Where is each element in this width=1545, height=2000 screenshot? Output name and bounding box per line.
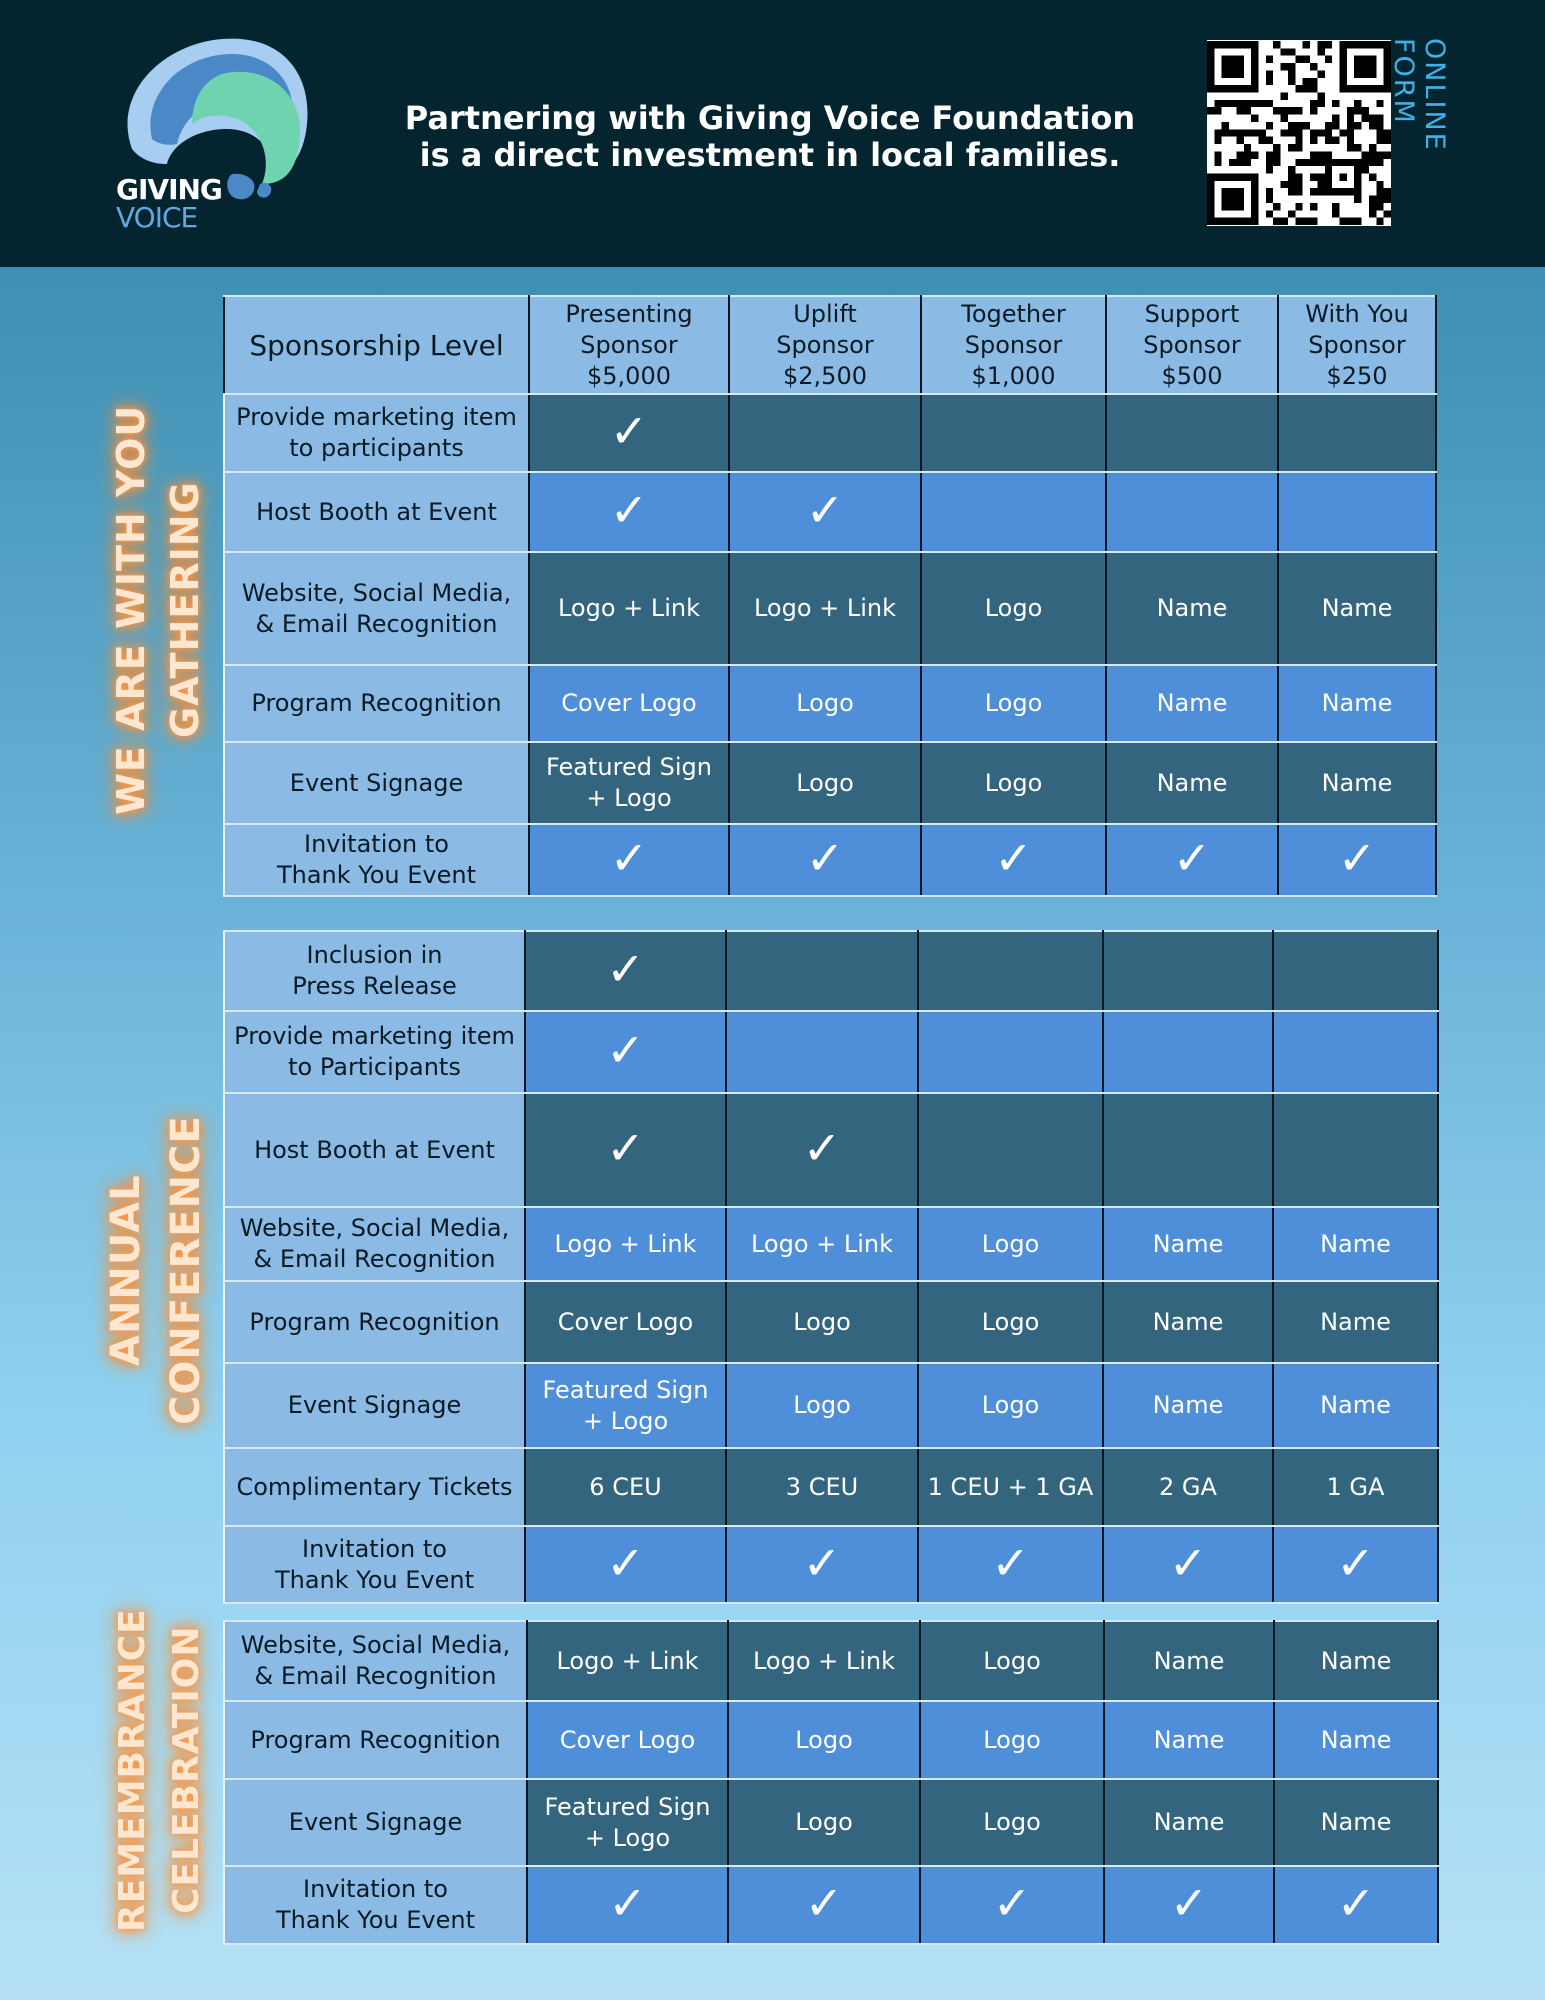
benefit-cell	[1106, 824, 1278, 896]
benefit-cell	[1278, 824, 1436, 896]
benefit-cell	[527, 1866, 728, 1944]
benefit-value: 1 GA	[1326, 1472, 1385, 1501]
benefit-value: Name	[1320, 1725, 1392, 1754]
benefit-cell	[1104, 1701, 1274, 1779]
benefit-label	[224, 1621, 527, 1701]
benefit-cell	[918, 1093, 1103, 1207]
benefit-cell	[920, 1621, 1104, 1701]
benefit-value: Featured Sign + Logo	[546, 753, 712, 812]
benefit-cell	[728, 1621, 920, 1701]
benefit-cell	[1103, 1363, 1273, 1448]
benefit-cell	[1273, 1281, 1438, 1363]
benefit-value: Logo + Link	[753, 594, 897, 622]
table-row	[224, 1779, 1438, 1866]
benefit-value: Name	[1320, 1229, 1391, 1258]
checkmark-icon: ✓	[609, 831, 649, 885]
benefit-value: Logo	[981, 1307, 1040, 1336]
headline-line-2: is a direct investment in local families.	[419, 136, 1121, 174]
benefit-value: Logo	[984, 689, 1043, 717]
benefit-cell	[529, 824, 729, 896]
benefit-cell	[726, 1363, 918, 1448]
benefit-value: Name	[1320, 1646, 1392, 1675]
benefit-value: Name	[1321, 689, 1393, 717]
checkmark-icon: ✓	[1336, 1535, 1375, 1590]
benefit-value: 6 CEU	[589, 1472, 662, 1501]
tier-header	[921, 296, 1106, 394]
benefit-cell	[525, 1281, 726, 1363]
benefit-value: 1 CEU + 1 GA	[927, 1472, 1094, 1501]
section-title-line-2: CELEBRATION	[166, 1625, 207, 1915]
benefit-cell	[529, 742, 729, 824]
checkmark-icon: ✓	[805, 831, 845, 885]
benefit-label-line: Event Signage	[289, 768, 464, 797]
benefit-label-line: Website, Social Media,	[239, 1214, 510, 1242]
benefit-cell	[1104, 1621, 1274, 1701]
sponsorship-table-remembrance	[223, 1620, 1439, 1945]
benefit-cell	[1103, 1207, 1273, 1281]
benefit-cell	[1106, 472, 1278, 552]
benefit-cell	[525, 1207, 726, 1281]
benefit-value: Name	[1156, 689, 1228, 717]
table-row	[224, 1281, 1438, 1363]
benefit-label-line: Thank You Event	[275, 1906, 476, 1934]
benefit-cell	[527, 1621, 728, 1701]
benefit-label	[224, 1207, 525, 1281]
benefit-label	[224, 1011, 525, 1093]
tier-header-name: Support	[1144, 299, 1240, 328]
benefit-cell	[529, 552, 729, 665]
benefit-cell	[525, 931, 726, 1011]
sponsorship-table-conference	[223, 930, 1439, 1604]
benefit-value: Logo	[984, 768, 1043, 797]
benefit-cell	[921, 552, 1106, 665]
online-form-label[interactable]: ONLINE FORM	[1388, 38, 1450, 152]
qr-code-icon[interactable]	[1207, 40, 1391, 226]
checkmark-icon: ✓	[994, 831, 1033, 885]
benefit-value: Logo	[796, 768, 854, 797]
benefit-label-line: Program Recognition	[250, 1725, 501, 1754]
benefit-cell	[1104, 1779, 1274, 1866]
benefit-cell	[1103, 1093, 1273, 1207]
benefit-label	[224, 1363, 525, 1448]
header-row	[224, 296, 1436, 394]
benefit-cell	[726, 1281, 918, 1363]
section-title-remembrance	[106, 1605, 214, 1935]
sponsorship-level-header: Sponsorship Level	[224, 296, 529, 394]
tier-header-price: $5,000	[587, 361, 671, 390]
tier-header-price: $2,500	[783, 361, 867, 390]
tier-header-name: Uplift	[793, 299, 857, 328]
section-title-line-1: REMEMBRANCE	[112, 1608, 153, 1932]
table-row	[224, 552, 1436, 665]
checkmark-icon: ✓	[1337, 831, 1377, 885]
benefit-value: Name	[1153, 1646, 1225, 1675]
benefit-label	[224, 931, 525, 1011]
benefit-cell	[726, 1093, 918, 1207]
benefit-cell	[1104, 1866, 1274, 1944]
benefit-label	[224, 394, 529, 472]
benefit-cell	[726, 1526, 918, 1603]
benefit-cell	[726, 1011, 918, 1093]
benefit-cell	[1274, 1866, 1438, 1944]
benefit-cell	[1278, 552, 1436, 665]
benefit-label	[224, 665, 529, 742]
checkmark-icon: ✓	[991, 1535, 1030, 1590]
benefit-label-line: Thank You Event	[274, 1565, 475, 1594]
section-title-line-2: GATHERING	[163, 481, 207, 739]
benefit-value: Logo	[983, 1808, 1041, 1836]
benefit-label	[224, 1866, 527, 1944]
table-row	[224, 1363, 1438, 1448]
section-title-line-2: CONFERENCE	[163, 1115, 209, 1425]
benefit-cell	[1103, 931, 1273, 1011]
tier-header-name: Sponsor	[776, 330, 874, 359]
benefit-cell	[729, 394, 921, 472]
benefit-cell	[918, 931, 1103, 1011]
benefit-cell	[918, 1011, 1103, 1093]
benefit-label	[224, 824, 529, 896]
benefit-value: Logo + Link	[752, 1646, 896, 1675]
benefit-cell	[921, 742, 1106, 824]
benefit-value: Logo	[983, 1646, 1041, 1675]
tier-header-name: Together	[961, 299, 1066, 328]
benefit-cell	[529, 394, 729, 472]
checkmark-icon: ✓	[1168, 1535, 1208, 1590]
benefit-cell	[1278, 742, 1436, 824]
benefit-label-line: & Email Recognition	[253, 1245, 496, 1273]
benefit-cell	[1273, 1363, 1438, 1448]
section-title-line-1: ANNUAL	[103, 1174, 149, 1366]
benefit-label-line: Host Booth at Event	[254, 1135, 495, 1164]
logo-wordmark	[116, 173, 222, 234]
checkmark-icon: ✓	[609, 483, 649, 537]
benefit-cell	[529, 665, 729, 742]
benefit-cell	[728, 1779, 920, 1866]
benefit-label-line: Host Booth at Event	[256, 497, 497, 526]
table-row	[224, 1011, 1438, 1093]
benefit-value: Name	[1320, 1307, 1391, 1336]
tier-header-name: With You	[1305, 299, 1409, 328]
benefit-cell	[728, 1866, 920, 1944]
checkmark-icon: ✓	[802, 1535, 842, 1590]
checkmark-icon: ✓	[609, 404, 649, 458]
benefit-label-line: Website, Social Media,	[241, 578, 512, 607]
benefit-value: Cover Logo	[561, 689, 697, 717]
benefit-label-line: Website, Social Media,	[240, 1631, 511, 1659]
table-row	[224, 1526, 1438, 1603]
benefit-cell	[726, 1448, 918, 1526]
sponsorship-table-gathering	[223, 295, 1437, 897]
benefit-cell	[921, 472, 1106, 552]
benefit-cell	[529, 472, 729, 552]
tier-header-name: Sponsor	[1143, 330, 1241, 359]
benefit-cell	[1274, 1701, 1438, 1779]
benefit-label-line: Inclusion in	[306, 941, 443, 969]
checkmark-icon: ✓	[608, 1876, 647, 1930]
benefit-label-line: Invitation to	[303, 1875, 448, 1903]
benefit-cell	[726, 931, 918, 1011]
benefit-cell	[1103, 1448, 1273, 1526]
table-row	[224, 1448, 1438, 1526]
benefit-value: Logo	[795, 1808, 853, 1836]
benefit-cell	[525, 1363, 726, 1448]
benefit-cell	[1273, 1093, 1438, 1207]
checkmark-icon: ✓	[1169, 1876, 1209, 1930]
checkmark-icon: ✓	[606, 942, 645, 996]
benefit-value: Name	[1152, 1307, 1224, 1336]
benefit-value: Logo	[981, 1391, 1040, 1419]
table-row	[224, 1866, 1438, 1944]
benefit-cell	[1274, 1779, 1438, 1866]
logo-line-2: VOICE	[116, 201, 198, 234]
benefit-value: Logo	[984, 594, 1043, 622]
benefit-cell	[1103, 1526, 1273, 1603]
benefit-label-line: to Participants	[288, 1053, 461, 1081]
benefit-cell	[525, 1526, 726, 1603]
checkmark-icon: ✓	[606, 1023, 645, 1077]
benefit-label-line: Press Release	[292, 972, 457, 1000]
table-row	[224, 1093, 1438, 1207]
benefit-value: Logo	[793, 1307, 851, 1336]
benefit-label-line: Program Recognition	[251, 689, 502, 717]
benefit-cell	[920, 1779, 1104, 1866]
table-row	[224, 742, 1436, 824]
benefit-value: Logo + Link	[557, 594, 701, 622]
benefit-value: Cover Logo	[559, 1725, 696, 1754]
benefit-cell	[1274, 1621, 1438, 1701]
benefit-value: 2 GA	[1159, 1472, 1217, 1501]
benefit-cell	[527, 1779, 728, 1866]
benefit-cell	[729, 552, 921, 665]
benefit-value: Name	[1321, 768, 1393, 797]
benefit-cell	[1273, 1448, 1438, 1526]
benefit-cell	[1278, 472, 1436, 552]
benefit-label	[224, 1093, 525, 1207]
benefit-label-line: Complimentary Tickets	[236, 1472, 513, 1501]
benefit-label-line: Provide marketing item	[236, 403, 517, 431]
tier-header-name: Sponsor	[964, 330, 1063, 359]
logo-line-1: GIVING	[116, 173, 222, 206]
benefit-cell	[921, 824, 1106, 896]
tier-header	[529, 296, 729, 394]
benefit-cell	[921, 394, 1106, 472]
tier-header-price: $1,000	[971, 361, 1056, 390]
benefit-label	[224, 552, 529, 665]
checkmark-icon: ✓	[1336, 1876, 1376, 1930]
benefit-value: Logo + Link	[556, 1646, 699, 1675]
benefit-value: Logo + Link	[554, 1229, 697, 1258]
benefit-cell	[918, 1526, 1103, 1603]
table-row	[224, 1701, 1438, 1779]
header-banner	[0, 0, 1545, 267]
section-title-gathering	[104, 400, 212, 820]
benefit-cell	[726, 1207, 918, 1281]
headline-line-1: Partnering with Giving Voice Foundation	[404, 99, 1136, 137]
benefit-label	[224, 1526, 525, 1603]
benefit-value: Name	[1153, 1808, 1225, 1836]
tier-header	[729, 296, 921, 394]
table-row	[224, 824, 1436, 896]
checkmark-icon: ✓	[1172, 831, 1212, 885]
tier-header	[1106, 296, 1278, 394]
benefit-label-line: to participants	[289, 434, 464, 462]
benefit-label-line: Event Signage	[288, 1808, 463, 1836]
benefit-cell	[729, 665, 921, 742]
checkmark-icon: ✓	[804, 1876, 844, 1930]
checkmark-icon: ✓	[992, 1876, 1032, 1930]
benefit-cell	[1103, 1281, 1273, 1363]
benefit-cell	[527, 1701, 728, 1779]
section-title-line-1: WE ARE WITH YOU	[109, 404, 153, 816]
tier-header	[1278, 296, 1436, 394]
benefit-value: Name	[1320, 1808, 1392, 1836]
table-row	[224, 394, 1436, 472]
benefit-label	[224, 1281, 525, 1363]
benefit-cell	[1273, 1011, 1438, 1093]
benefit-cell	[1278, 665, 1436, 742]
benefit-cell	[525, 1448, 726, 1526]
tier-header-name: Presenting	[565, 299, 693, 328]
benefit-label-line: Invitation to	[302, 1534, 447, 1563]
benefit-value: Featured Sign + Logo	[544, 1792, 711, 1852]
benefit-value: Name	[1152, 1391, 1224, 1419]
benefit-value: Featured Sign + Logo	[542, 1375, 709, 1435]
benefit-cell	[918, 1207, 1103, 1281]
section-title-conference	[96, 1110, 216, 1430]
table-row	[224, 931, 1438, 1011]
benefit-label-line: Program Recognition	[249, 1307, 500, 1336]
benefit-label-line: Invitation to	[304, 830, 449, 858]
table-row	[224, 665, 1436, 742]
benefit-cell	[1273, 1207, 1438, 1281]
benefit-value: Logo	[983, 1725, 1041, 1754]
benefit-cell	[1273, 1526, 1438, 1603]
benefit-cell	[729, 742, 921, 824]
benefit-label-line: Thank You Event	[276, 861, 477, 889]
benefit-label	[224, 1701, 527, 1779]
benefit-value: Cover Logo	[557, 1307, 694, 1336]
benefit-cell	[920, 1701, 1104, 1779]
page-headline	[380, 100, 1160, 174]
benefit-value: Logo	[795, 1725, 853, 1754]
benefit-label-line: & Email Recognition	[255, 609, 498, 638]
table-row	[224, 472, 1436, 552]
benefit-cell	[918, 1363, 1103, 1448]
checkmark-icon: ✓	[606, 1535, 645, 1590]
benefit-cell	[525, 1011, 726, 1093]
benefit-cell	[729, 824, 921, 896]
benefit-value: Name	[1153, 1725, 1225, 1754]
benefit-label	[224, 742, 529, 824]
benefit-label-line: Event Signage	[287, 1391, 462, 1419]
benefit-value: Name	[1156, 594, 1228, 622]
benefit-label	[224, 472, 529, 552]
tier-header-name: Sponsor	[1308, 330, 1406, 359]
table-row	[224, 1621, 1438, 1701]
benefit-value: Name	[1152, 1229, 1224, 1258]
benefit-value: Name	[1321, 594, 1393, 622]
tier-header-price: $250	[1326, 361, 1388, 390]
benefit-cell	[525, 1093, 726, 1207]
benefit-cell	[921, 665, 1106, 742]
benefit-value: 3 CEU	[785, 1472, 859, 1501]
table-row	[224, 1207, 1438, 1281]
benefit-cell	[1106, 552, 1278, 665]
benefit-value: Logo	[981, 1229, 1040, 1258]
benefit-cell	[918, 1281, 1103, 1363]
benefit-value: Logo	[796, 689, 854, 717]
benefit-cell	[1103, 1011, 1273, 1093]
benefit-cell	[1106, 742, 1278, 824]
benefit-label-line: Provide marketing item	[234, 1022, 515, 1050]
tier-header-price: $500	[1161, 361, 1223, 390]
benefit-value: Logo	[793, 1391, 851, 1419]
benefit-cell	[1273, 931, 1438, 1011]
tier-header-name: Sponsor	[580, 330, 678, 359]
benefit-cell	[918, 1448, 1103, 1526]
checkmark-icon: ✓	[805, 483, 845, 537]
benefit-value: Name	[1320, 1391, 1391, 1419]
benefit-value: Name	[1156, 768, 1228, 797]
benefit-cell	[1278, 394, 1436, 472]
benefit-label	[224, 1448, 525, 1526]
benefit-cell	[1106, 665, 1278, 742]
benefit-cell	[920, 1866, 1104, 1944]
benefit-label	[224, 1779, 527, 1866]
benefit-cell	[729, 472, 921, 552]
benefit-value: Logo + Link	[750, 1229, 894, 1258]
benefit-cell	[728, 1701, 920, 1779]
checkmark-icon: ✓	[802, 1121, 842, 1175]
benefit-label-line: & Email Recognition	[254, 1662, 497, 1690]
benefit-cell	[1106, 394, 1278, 472]
checkmark-icon: ✓	[606, 1121, 645, 1175]
